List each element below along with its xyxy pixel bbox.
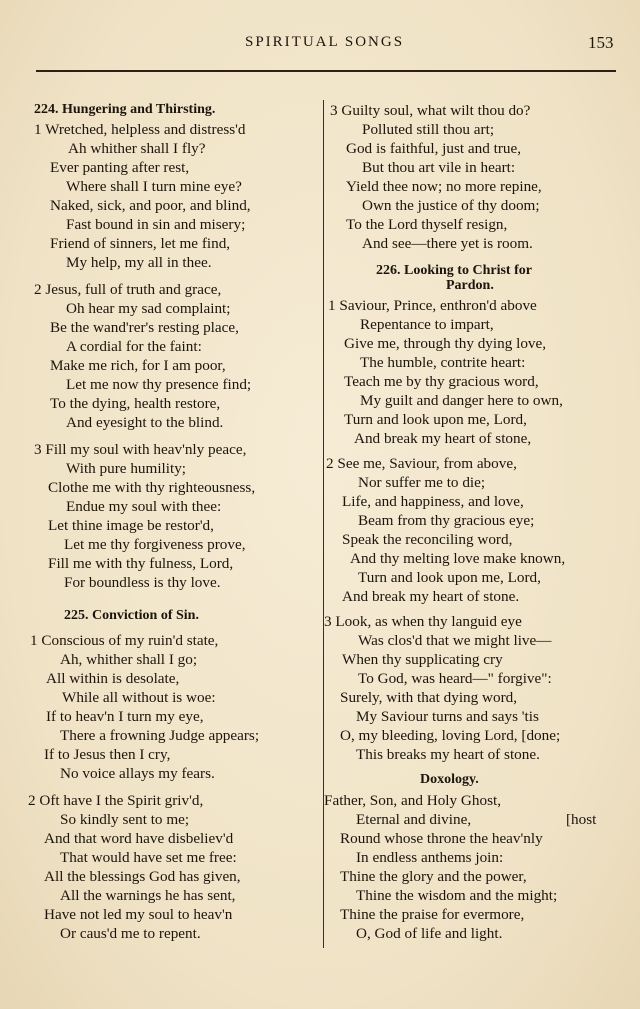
verse-line: 1 Saviour, Prince, enthron'd above — [328, 297, 537, 314]
verse-line: Have not led my soul to heav'n — [44, 906, 233, 923]
verse-line: All the blessings God has given, — [44, 868, 241, 885]
verse-line: While all without is woe: — [62, 689, 216, 706]
verse-line: Nor suffer me to die; — [358, 474, 486, 491]
verse-line: Round whose throne the heav'nly — [340, 830, 543, 847]
verse-line: For boundless is thy love. — [64, 574, 221, 591]
column-divider — [323, 100, 324, 948]
running-title: SPIRITUAL SONGS — [245, 34, 405, 50]
verse-line: And eyesight to the blind. — [66, 414, 224, 431]
verse-line: To the Lord thyself resign, — [346, 216, 508, 233]
verse-line: 2 Jesus, full of truth and grace, — [34, 281, 222, 298]
verse-line: Let thine image be restor'd, — [48, 517, 214, 534]
hymn-225-heading: 225. Conviction of Sin. — [64, 608, 199, 623]
hymn-224-heading: 224. Hungering and Thirsting. — [34, 102, 216, 117]
verse-line: Oh hear my sad complaint; — [66, 300, 231, 317]
verse-line: Friend of sinners, let me find, — [50, 235, 231, 252]
verse-line: Father, Son, and Holy Ghost, — [324, 792, 501, 809]
verse-line: Be the wand'rer's resting place, — [50, 319, 239, 336]
verse-line: 3 Fill my soul with heav'nly peace, — [34, 441, 247, 458]
verse-line: If to heav'n I turn my eye, — [46, 708, 204, 725]
verse-line: Surely, with that dying word, — [340, 689, 518, 706]
verse-line: God is faithful, just and true, — [346, 140, 522, 157]
verse-line: Thine the glory and the power, — [340, 868, 527, 885]
verse-line: Life, and happiness, and love, — [342, 493, 524, 510]
verse-line: My help, my all in thee. — [66, 254, 212, 271]
verse-line: Ever panting after rest, — [50, 159, 190, 176]
page-header — [0, 34, 640, 56]
verse-line: Give me, through thy dying love, — [344, 335, 547, 352]
verse-line: Let me now thy presence find; — [66, 376, 252, 393]
verse-line: Polluted still thou art; — [362, 121, 495, 138]
verse-line: [host — [566, 811, 597, 828]
verse-line: And break my heart of stone. — [342, 588, 520, 605]
verse-line: Ah, whither shall I go; — [60, 651, 198, 668]
verse-line: Repentance to impart, — [360, 316, 494, 333]
verse-line: Let me thy forgiveness prove, — [64, 536, 246, 553]
doxology-heading: Doxology. — [420, 772, 479, 787]
verse-line: Naked, sick, and poor, and blind, — [50, 197, 251, 214]
verse-line: This breaks my heart of stone. — [356, 746, 540, 763]
hymn-226-heading-cont: Pardon. — [446, 278, 494, 293]
verse-line: There a frowning Judge appears; — [60, 727, 260, 744]
verse-line: Beam from thy gracious eye; — [358, 512, 535, 529]
verse-line: And break my heart of stone, — [354, 430, 532, 447]
verse-line: O, my bleeding, loving Lord, [done; — [340, 727, 561, 744]
verse-line: Thine the praise for evermore, — [340, 906, 525, 923]
verse-line: In endless anthems join: — [356, 849, 504, 866]
verse-line: No voice allays my fears. — [60, 765, 215, 782]
verse-line: 2 Oft have I the Spirit griv'd, — [28, 792, 204, 809]
verse-line: Own the justice of thy doom; — [362, 197, 540, 214]
verse-line: Make me rich, for I am poor, — [50, 357, 226, 374]
verse-line: Turn and look upon me, Lord, — [344, 411, 527, 428]
verse-line: All the warnings he has sent, — [60, 887, 236, 904]
verse-line: If to Jesus then I cry, — [44, 746, 171, 763]
verse-line: Fast bound in sin and misery; — [66, 216, 246, 233]
verse-line: My guilt and danger here to own, — [360, 392, 563, 409]
verse-line: That would have set me free: — [60, 849, 237, 866]
verse-line: Yield thee now; no more repine, — [346, 178, 542, 195]
verse-line: And that word have disbeliev'd — [44, 830, 234, 847]
verse-line: And see—there yet is room. — [362, 235, 533, 252]
verse-line: 3 Look, as when thy languid eye — [324, 613, 522, 630]
verse-line: A cordial for the faint: — [66, 338, 202, 355]
verse-line: Teach me by thy gracious word, — [344, 373, 539, 390]
verse-line: Endue my soul with thee: — [66, 498, 222, 515]
verse-line: O, God of life and light. — [356, 925, 503, 942]
verse-line: To God, was heard—" forgive": — [358, 670, 552, 687]
verse-line: 1 Conscious of my ruin'd state, — [30, 632, 219, 649]
verse-line: Eternal and divine, — [356, 811, 472, 828]
verse-line: Ah whither shall I fly? — [68, 140, 206, 157]
verse-line: All within is desolate, — [46, 670, 180, 687]
verse-line: Turn and look upon me, Lord, — [358, 569, 541, 586]
verse-line: And thy melting love make known, — [350, 550, 566, 567]
verse-line: But thou art vile in heart: — [362, 159, 516, 176]
verse-line: Was clos'd that we might live— — [358, 632, 552, 649]
verse-line: 3 Guilty soul, what wilt thou do? — [330, 102, 531, 119]
verse-line: Thine the wisdom and the might; — [356, 887, 558, 904]
header-rule — [36, 70, 616, 72]
verse-line: Or caus'd me to repent. — [60, 925, 201, 942]
verse-line: Where shall I turn mine eye? — [66, 178, 242, 195]
verse-line: Speak the reconciling word, — [342, 531, 513, 548]
page-number: 153 — [588, 33, 614, 52]
verse-line: My Saviour turns and says 'tis — [356, 708, 539, 725]
verse-line: Clothe me with thy righteousness, — [48, 479, 256, 496]
verse-line: With pure humility; — [66, 460, 187, 477]
verse-line: When thy supplicating cry — [342, 651, 503, 668]
verse-line: 1 Wretched, helpless and distress'd — [34, 121, 246, 138]
verse-line: To the dying, health restore, — [50, 395, 221, 412]
hymn-226-heading: 226. Looking to Christ for — [376, 263, 532, 278]
verse-line: 2 See me, Saviour, from above, — [326, 455, 517, 472]
verse-line: So kindly sent to me; — [60, 811, 190, 828]
verse-line: The humble, contrite heart: — [360, 354, 526, 371]
verse-line: Fill me with thy fulness, Lord, — [48, 555, 234, 572]
